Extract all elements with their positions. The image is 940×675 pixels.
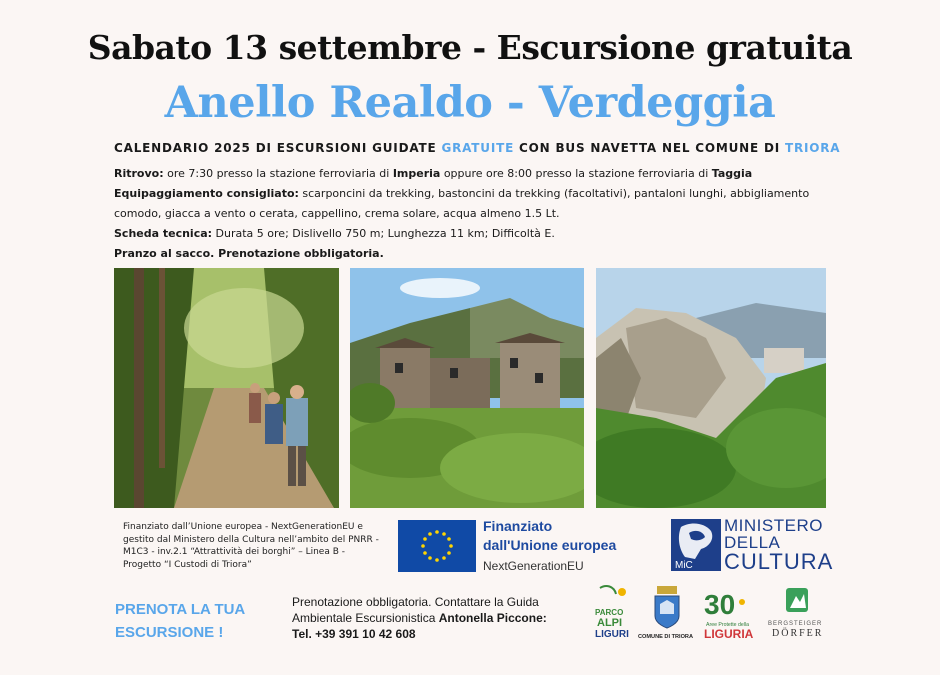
meeting-point — [114, 164, 834, 184]
bergsteigerdorfer-logo — [766, 584, 830, 640]
eu-stars — [421, 530, 453, 562]
funding-statement: Finanziato dall’Unione europea - NextGenerationEU e gestito dal Ministero della Cultura nell’ambito del PNRR - M1C3 - inv.2.1 “Attrattività dei borghi” – Linea B - Progetto “I Custodi di Triora” — [123, 522, 379, 570]
comune-text: COMUNE DI TRIORA — [638, 634, 694, 640]
parco-text-3: LIGURI — [595, 629, 629, 640]
comune-triora-logo — [638, 584, 696, 642]
eu-text-union: dall'Unione europea — [483, 537, 617, 553]
equipment-text: scarponcini da trekking, bastoncini da trekking (facoltativi), pantaloni lunghi, abbigliamento comodo, giacca a vento o cerata, cappellino, crema solare, acqua almeno 1.5 Lt. — [114, 187, 810, 220]
mic-text-della: DELLA — [724, 533, 781, 552]
cta-line-2: ESCURSIONE ! — [115, 624, 224, 641]
photo-forest-hikers — [114, 268, 339, 508]
eu-flag-logo — [398, 520, 476, 572]
liguria-name: LIGURIA — [704, 627, 754, 640]
lunch-note — [114, 244, 834, 264]
aree-protette-liguria-logo — [702, 584, 760, 640]
technical-label: Scheda tecnica: — [114, 227, 213, 240]
equipment-label: Equipaggiamento consigliato: — [114, 187, 299, 200]
mic-abbr: MiC — [675, 560, 693, 571]
meeting-text-2: oppure ore 8:00 presso la stazione ferroviaria di — [440, 167, 712, 180]
parco-alpi-liguri-logo — [592, 584, 632, 640]
meeting-city-1: Imperia — [392, 167, 441, 180]
info-block — [114, 164, 834, 264]
berg-text-1: BERGSTEIGER — [768, 621, 823, 627]
eu-text-nextgen: NextGenerationEU — [483, 559, 584, 573]
event-title: Sabato 13 settembre - Escursione gratuita — [87, 28, 853, 67]
parco-text-2: ALPI — [597, 617, 623, 629]
meeting-text-1: ore 7:30 presso la stazione ferroviaria di — [163, 167, 393, 180]
lunch-text: Pranzo al sacco. Prenotazione obbligatoria. — [114, 247, 384, 260]
photo-village — [350, 268, 584, 508]
mic-text-cultura: CULTURA — [724, 549, 834, 574]
calendar-text-2: CON BUS NAVETTA NEL COMUNE DI — [514, 141, 785, 155]
meeting-city-2: Taggia — [711, 167, 753, 180]
contact-text: Prenotazione obbligatoria. Contattare la Guida Ambientale Escursionistica — [292, 595, 539, 625]
crown-icon — [657, 586, 677, 594]
calendar-highlight-free: GRATUITE — [441, 141, 515, 155]
anniversary-number: 30 — [704, 589, 736, 620]
calendar-highlight-triora: TRIORA — [784, 141, 841, 155]
booking-call-to-action — [115, 598, 245, 644]
contact-info — [292, 594, 562, 642]
mic-emblem-logo — [671, 519, 721, 571]
route-title: Anello Realdo - Verdeggia — [164, 78, 776, 128]
photo-cliffs — [596, 268, 826, 508]
cta-line-1: PRENOTA LA TUA — [115, 601, 246, 618]
calendar-text-1: CALENDARIO 2025 DI ESCURSIONI GUIDATE — [114, 141, 442, 155]
calendar-line — [114, 141, 841, 155]
technical-text: Durata 5 ore; Dislivello 750 m; Lunghezza 11 km; Difficoltà E. — [212, 227, 555, 240]
parco-text-1: PARCO — [595, 608, 624, 617]
technical-sheet — [114, 224, 834, 244]
liguria-subtitle: Aree Protette della — [706, 622, 749, 628]
mic-text-ministero: MINISTERO — [724, 516, 823, 535]
equipment — [114, 184, 834, 224]
berg-text-2: DÖRFER — [772, 628, 824, 639]
eu-text-financed: Finanziato — [483, 518, 553, 534]
meeting-label: Ritrovo: — [114, 167, 164, 180]
contact-name-phone: Antonella Piccone: Tel. +39 391 10 42 608 — [292, 611, 547, 641]
